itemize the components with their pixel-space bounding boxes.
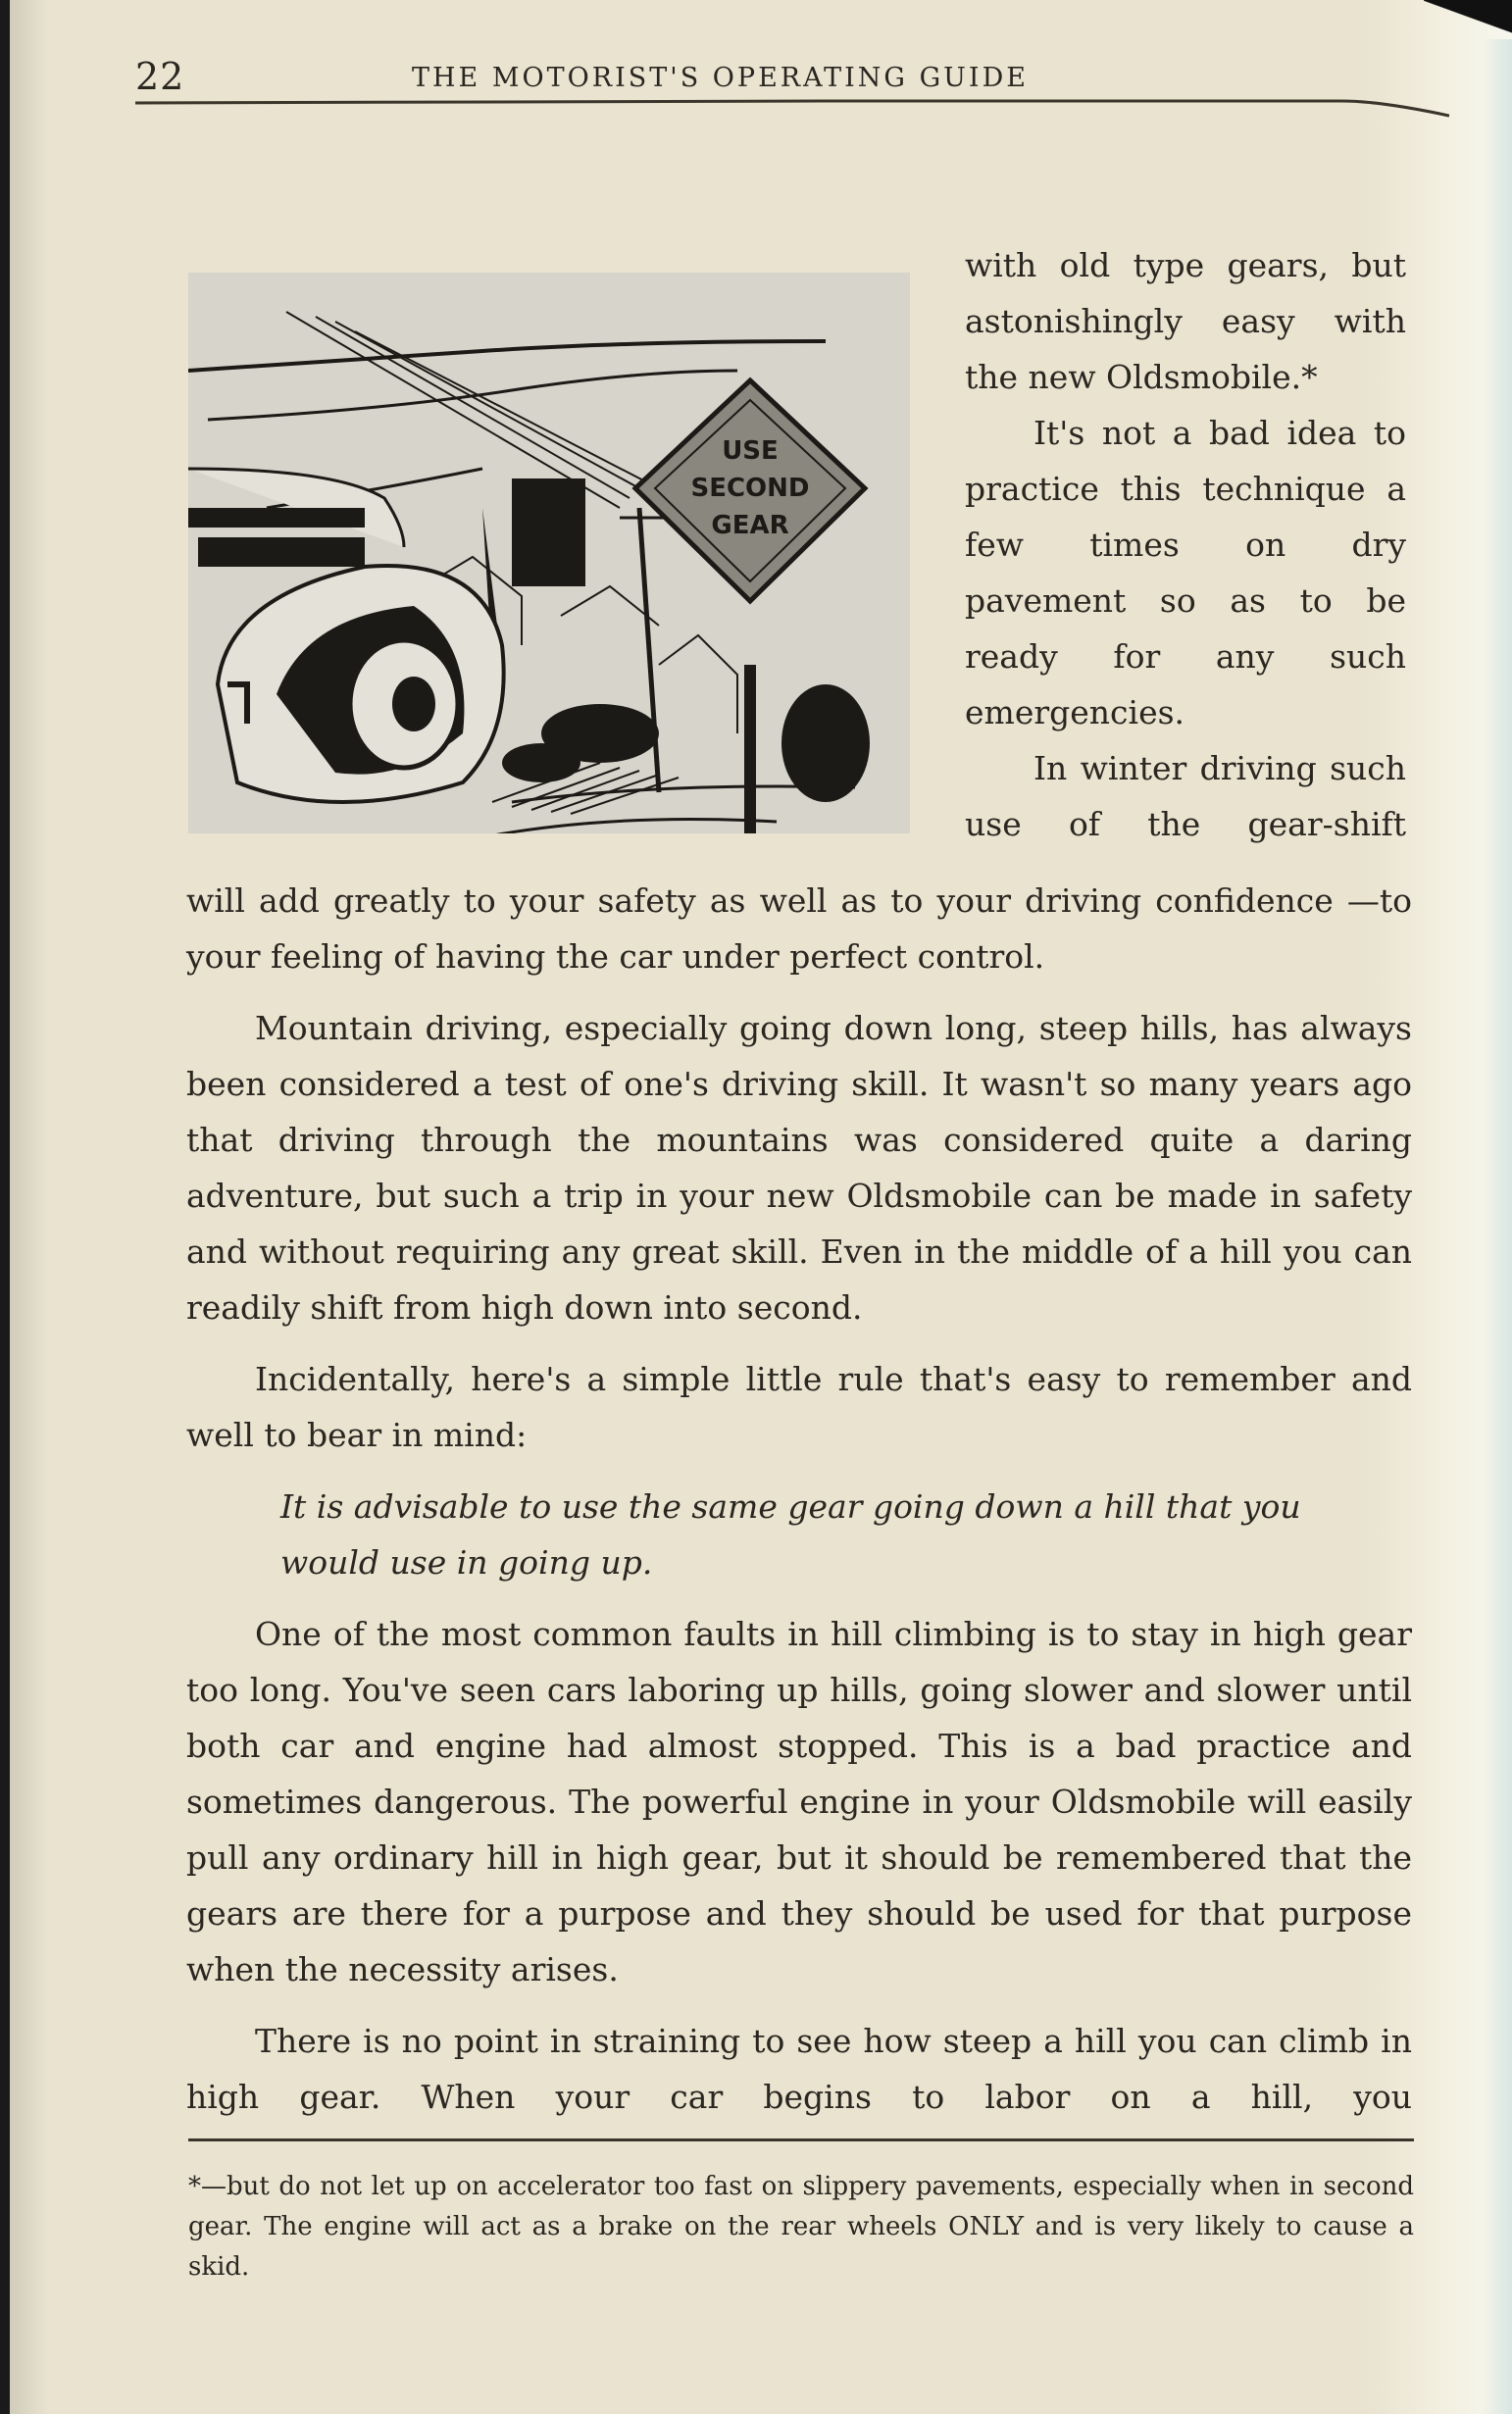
body-paragraph-hill-climbing: One of the most common faults in hill climbing is to stay in high gear too long. You've seen cars laboring up hills, going slower and slower until both car and engine had almost stopped. This is a bad practice and sometimes dangerous. The powerful engine in your Oldsmobile will easily pull any ordinary hill in high gear, but it should be remembered that the gears are there for a purpose and they should be used for that purpose when the necessity arises. [186, 1615, 1412, 1988]
body-paragraph-no-point: There is no point in straining to see how steep a hill you can climb in high gear. When your car begins to labor on a hill, you [186, 2022, 1412, 2116]
footnote [188, 2167, 1414, 2288]
italic-rule-statement: It is advisable to use the same gear going down a hill that you would use in going up. [280, 1487, 1301, 1582]
body-paragraph-mountain-driving: Mountain driving, especially going down long, steep hills, has always been considered a test of one's driving skill. It wasn't so many years ago that driving through the mountains was considered quite a daring adventure, but such a trip in your new Oldsmobile can be made in safety and without requiring any great skill. Even in the middle of a hill you can readily shift from high down into second. [186, 1009, 1412, 1327]
footnote-text: *—but do not let up on accelerator too fast on slippery pavements, especially when in second gear. The engine will act as a brake on the rear wheels ONLY and is very likely to cause a skid. [188, 2172, 1414, 2282]
wrap-paragraph-2: It's not a bad idea to practice this technique a few times on dry pavement so as to be ready for any such emergencies. [965, 414, 1406, 731]
car-hill-sign-drawing [188, 273, 910, 833]
header-rule [135, 98, 1449, 118]
svg-text:SECOND: SECOND [690, 474, 810, 503]
body-paragraph-continuation: will add greatly to your safety as well as to your driving confidence —to your feeling of having the car under perfect control. [186, 881, 1412, 976]
book-page [10, 0, 1512, 2414]
running-header-title: THE MOTORIST'S OPERATING GUIDE [412, 63, 1029, 93]
illustration-use-second-gear [188, 273, 910, 833]
body-text [186, 873, 1412, 2140]
use-second-gear-sign [635, 380, 865, 601]
svg-text:USE: USE [722, 436, 779, 466]
wrap-text-column [965, 237, 1406, 852]
svg-text:GEAR: GEAR [711, 511, 789, 540]
body-paragraph-rule-intro: Incidentally, here's a simple little rule that's easy to remember and well to bear in mind: [186, 1360, 1412, 1454]
wrap-paragraph-1: with old type gears, but astonishingly easy with the new Oldsmobile.* [965, 246, 1406, 396]
wrap-paragraph-3: In winter driving such use of the gear-shift [965, 749, 1406, 843]
page-edge-highlight [1483, 39, 1512, 2414]
page-number: 22 [135, 55, 185, 98]
footnote-rule [188, 2138, 1414, 2141]
